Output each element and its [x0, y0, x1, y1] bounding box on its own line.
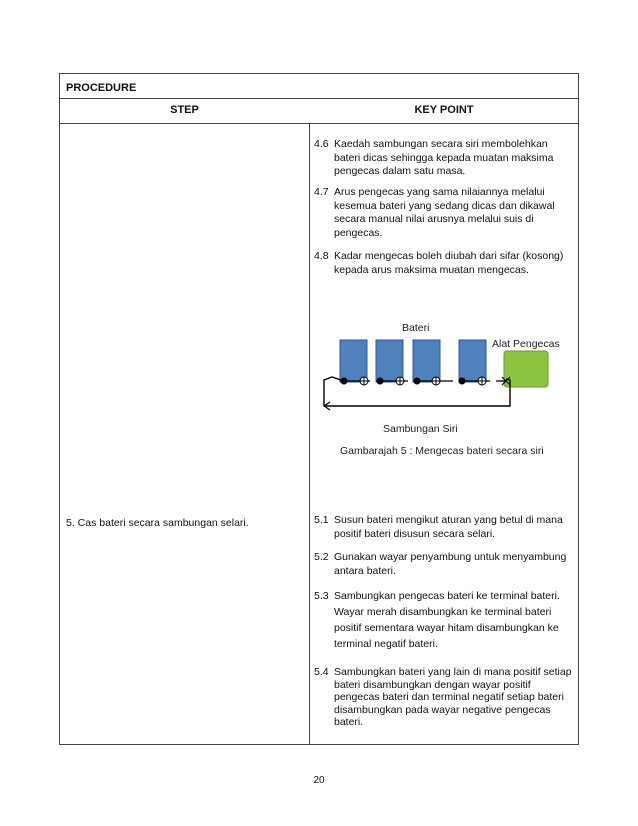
column-header-keypoint: KEY POINT — [414, 104, 474, 116]
procedure-table — [59, 73, 579, 745]
terminal-negative — [459, 378, 466, 385]
keypoint-text: Sambungkan pengecas bateri ke terminal bateri. Wayar merah disambungkan ke terminal bateri positif sementara wayar hitam disambungkan ke terminal negatif bateri. — [334, 590, 560, 650]
keypoint-5-1 — [314, 514, 576, 541]
label-alat-pengecas: Alat Pengecas — [492, 338, 560, 350]
keypoint-text: Susun bateri mengikut aturan yang betul di mana positif bateri disusun secara selari. — [334, 514, 563, 540]
column-header-step: STEP — [170, 104, 199, 116]
keypoint-number: 5.1 — [314, 514, 329, 526]
keypoint-number: 5.2 — [314, 551, 329, 563]
keypoint-4-8 — [314, 250, 576, 277]
keypoint-5-2 — [314, 551, 576, 578]
battery-4 — [459, 340, 486, 382]
keypoint-text: Kadar mengecas boleh diubah dari sifar (kosong) kepada arus maksima muatan mengecas. — [334, 250, 564, 276]
battery-3 — [413, 340, 440, 382]
battery-1 — [340, 340, 367, 382]
series-charging-diagram — [310, 314, 578, 464]
terminal-negative — [341, 378, 348, 385]
keypoint-5-3 — [314, 588, 576, 652]
keypoint-5-4 — [314, 666, 576, 729]
keypoint-text: Gunakan wayar penyambung untuk menyambung antara bateri. — [334, 551, 567, 577]
table-title: PROCEDURE — [66, 82, 137, 94]
divider — [60, 98, 578, 99]
keypoint-4-7 — [314, 186, 576, 240]
keypoint-number: 4.8 — [314, 250, 329, 262]
terminal-negative — [414, 378, 421, 385]
label-bateri: Bateri — [402, 322, 430, 334]
step-5: 5. Cas bateri secara sambungan selari. — [66, 517, 249, 529]
keypoint-text: Sambungkan bateri yang lain di mana positif setiap bateri disambungkan dengan wayar positif pengecas bateri dan terminal negatif setiap bateri disambungkan pada wayar negative pengecas bateri. — [334, 666, 572, 728]
keypoint-text: Arus pengecas yang sama nilaiannya melalui kesemua bateri yang sedang dicas dan dikawal secara manual nilai arusnya melalui suis di pengecas. — [334, 186, 555, 239]
keypoint-number: 4.6 — [314, 138, 329, 150]
page-number: 20 — [313, 775, 325, 786]
terminal-negative — [377, 378, 384, 385]
diagram-caption: Gambarajah 5 : Mengecas bateri secara siri — [340, 445, 544, 457]
keypoint-text: Kaedah sambungan secara siri membolehkan bateri dicas sehingga kepada muatan maksima pengecas dalam satu masa. — [334, 138, 554, 177]
label-sambungan-siri: Sambungan Siri — [383, 423, 458, 435]
keypoint-4-6 — [314, 138, 576, 179]
keypoint-number: 5.3 — [314, 590, 329, 602]
keypoint-number: 5.4 — [314, 666, 329, 678]
battery-2 — [376, 340, 403, 382]
keypoint-number: 4.7 — [314, 186, 329, 198]
divider — [60, 123, 578, 124]
